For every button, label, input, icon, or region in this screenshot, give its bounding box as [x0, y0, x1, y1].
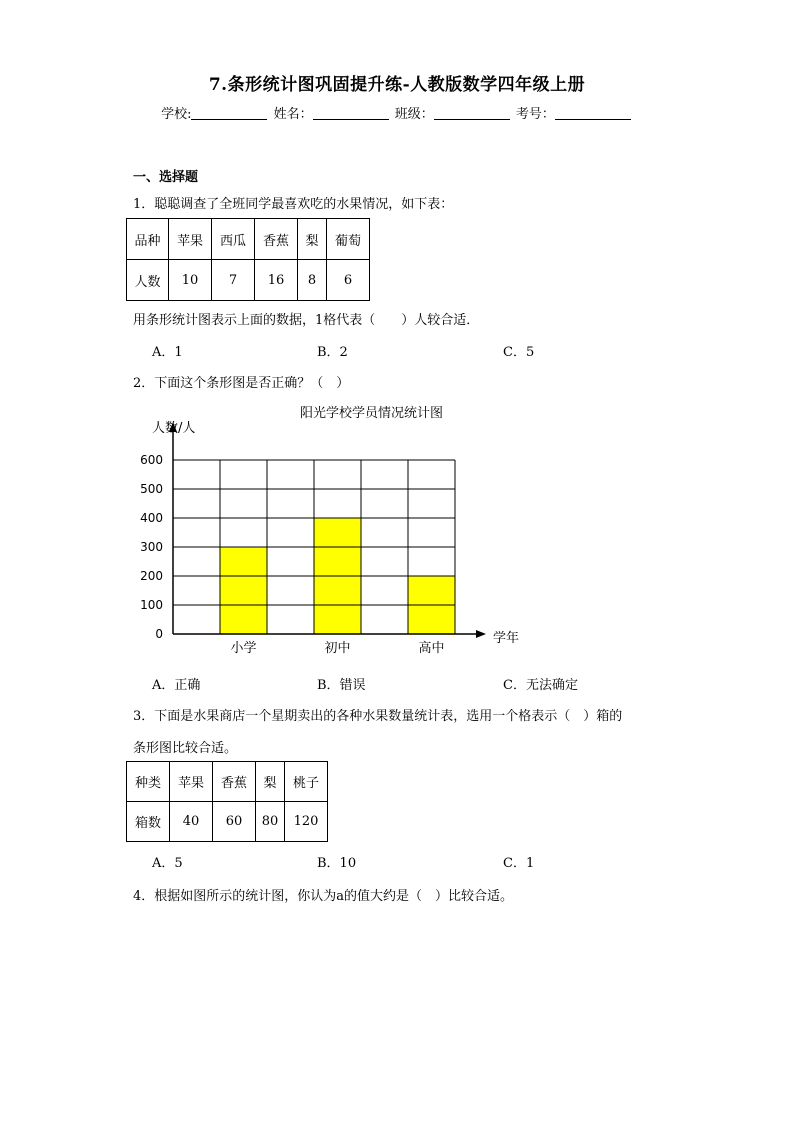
- table-cell: 120: [285, 802, 328, 842]
- table-cell: 80: [256, 802, 285, 842]
- exam-number-label: 考号：: [515, 107, 555, 122]
- table-row: [127, 802, 328, 842]
- question-1-option-c[interactable]: C．5: [503, 345, 535, 360]
- y-tick-label: 600: [140, 453, 163, 467]
- question-3-option-a[interactable]: A．5: [152, 856, 183, 871]
- question-2-option-a[interactable]: A．正确: [152, 678, 201, 693]
- y-tick-label: 300: [140, 540, 163, 554]
- x-tick-labels: [230, 640, 444, 656]
- question-3-option-c[interactable]: C．1: [503, 856, 535, 871]
- bar-1: [220, 547, 267, 634]
- table-row: [127, 762, 328, 802]
- question-3-table: [126, 761, 328, 842]
- question-2-option-c[interactable]: C．无法确定: [503, 678, 578, 693]
- table-cell: 香蕉: [213, 762, 256, 802]
- table-cell: 香蕉: [255, 219, 298, 260]
- table-cell: 西瓜: [212, 219, 255, 260]
- x-axis-arrow: [476, 630, 486, 638]
- student-info-line: [0, 103, 794, 122]
- exam-number-blank[interactable]: [555, 107, 631, 120]
- x-tick-label: 小学: [230, 641, 257, 656]
- table-cell: 箱数: [127, 802, 170, 842]
- y-tick-label: 400: [140, 511, 163, 525]
- table-cell: 16: [255, 260, 298, 301]
- table-cell: 8: [298, 260, 327, 301]
- question-3-option-b[interactable]: B．10: [317, 856, 357, 871]
- question-1-table: [126, 218, 370, 301]
- question-2-text: 2．下面这个条形图是否正确？（ ）: [133, 376, 350, 391]
- page-title: 7.条形统计图巩固提升练-人教版数学四年级上册: [208, 75, 586, 95]
- y-tick-label: 500: [140, 482, 163, 496]
- question-3-text-line1: 3．下面是水果商店一个星期卖出的各种水果数量统计表，选用一个格表示（ ）箱的: [133, 709, 623, 724]
- table-cell: 品种: [127, 219, 169, 260]
- question-1-text: 1．聪聪调查了全班同学最喜欢吃的水果情况，如下表：: [133, 197, 454, 212]
- x-tick-label: 高中: [418, 641, 445, 656]
- y-tick-label: 0: [155, 627, 163, 641]
- table-cell: 葡萄: [327, 219, 370, 260]
- table-cell: 桃子: [285, 762, 328, 802]
- class-blank[interactable]: [434, 107, 510, 120]
- table-cell: 7: [212, 260, 255, 301]
- question-1-option-b[interactable]: B．2: [317, 345, 348, 360]
- table-cell: 梨: [298, 219, 327, 260]
- table-cell: 苹果: [169, 219, 212, 260]
- class-label: 班级：: [394, 107, 434, 122]
- school-blank[interactable]: [191, 107, 267, 120]
- table-cell: 种类: [127, 762, 170, 802]
- table-cell: 人数: [127, 260, 169, 301]
- table-cell: 6: [327, 260, 370, 301]
- y-tick-labels: [140, 453, 163, 641]
- x-tick-label: 初中: [324, 641, 351, 656]
- question-3-text-line2: 条形图比较合适。: [133, 741, 238, 756]
- name-label: 姓名：: [273, 107, 313, 122]
- chart-title: 阳光学校学员情况统计图: [300, 406, 444, 421]
- y-tick-label: 200: [140, 569, 163, 583]
- bar-chart: [130, 400, 530, 662]
- section-heading: 一、选择题: [133, 170, 199, 185]
- table-cell: 40: [170, 802, 213, 842]
- table-cell: 梨: [256, 762, 285, 802]
- school-label: 学校:: [161, 107, 192, 122]
- table-cell: 苹果: [170, 762, 213, 802]
- x-axis-label: 学年: [493, 631, 520, 646]
- question-2-option-b[interactable]: B．错误: [317, 678, 366, 693]
- question-4-text: 4．根据如图所示的统计图，你认为a的值大约是（ ）比较合适。: [133, 889, 514, 904]
- question-1-prompt: 用条形统计图表示上面的数据，1格代表（ ）人较合适．: [133, 313, 480, 328]
- table-cell: 60: [213, 802, 256, 842]
- y-tick-label: 100: [140, 598, 163, 612]
- table-row: [127, 260, 370, 301]
- question-1-option-a[interactable]: A．1: [152, 345, 183, 360]
- y-axis-label: 人数/人: [152, 421, 196, 436]
- name-blank[interactable]: [313, 107, 389, 120]
- table-row: [127, 219, 370, 260]
- table-cell: 10: [169, 260, 212, 301]
